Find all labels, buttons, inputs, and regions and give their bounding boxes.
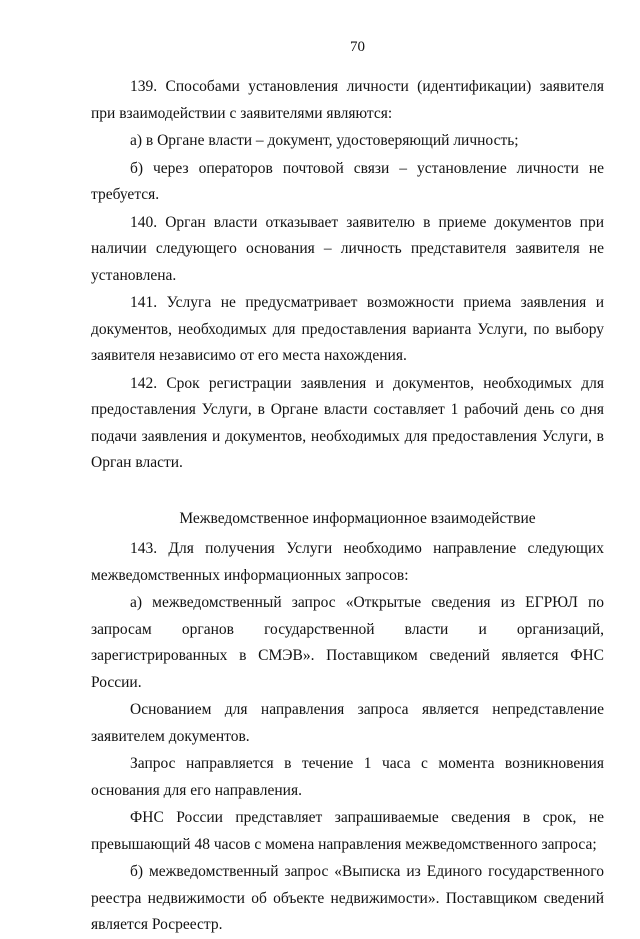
paragraph-basis: Основанием для направления запроса является непредставление заявителем документов.	[91, 701, 604, 745]
paragraph-request-timing: Запрос направляется в течение 1 часа с момента возникновения основания для его направления.	[91, 755, 604, 799]
section-heading: Межведомственное информационное взаимодействие	[179, 509, 536, 527]
paragraph-139: 139. Способами установления личности (идентификации) заявителя при взаимодействии с заявителями являются:	[91, 78, 604, 122]
paragraph-139-a: а) в Органе власти – документ, удостоверяющий личность;	[130, 132, 519, 149]
paragraph-143-b: б) межведомственный запрос «Выписка из Единого государственного реестра недвижимости об объекте недвижимости». Поставщиком сведений является Росреестр.	[91, 863, 604, 933]
page-number: 70	[350, 39, 365, 55]
paragraph-143-a: а) межведомственный запрос «Открытые сведения из ЕГРЮЛ по запросам органов государственной власти и организаций, зарегистрированных в СМЭВ». Поставщиком сведений является ФНС России.	[91, 594, 604, 691]
paragraph-142: 142. Срок регистрации заявления и документов, необходимых для предоставления Услуги, в Органе власти составляет 1 рабочий день со дня подачи заявления и документов, необходимых для предоставления Услуги, в Орган власти.	[91, 374, 604, 471]
paragraph-143: 143. Для получения Услуги необходимо направление следующих межведомственных информационных запросов:	[91, 540, 604, 584]
paragraph-141: 141. Услуга не предусматривает возможности приема заявления и документов, необходимых для предоставления варианта Услуги, по выбору заявителя независимо от его места нахождения.	[91, 294, 604, 364]
paragraph-fns-deadline: ФНС России представляет запрашиваемые сведения в срок, не превышающий 48 часов с момена направления межведомственного запроса;	[91, 809, 604, 853]
paragraph-139-b: б) через операторов почтовой связи – установление личности не требуется.	[91, 159, 604, 203]
paragraph-140: 140. Орган власти отказывает заявителю в приеме документов при наличии следующего основания – личность представителя заявителя не установлена.	[91, 213, 604, 284]
